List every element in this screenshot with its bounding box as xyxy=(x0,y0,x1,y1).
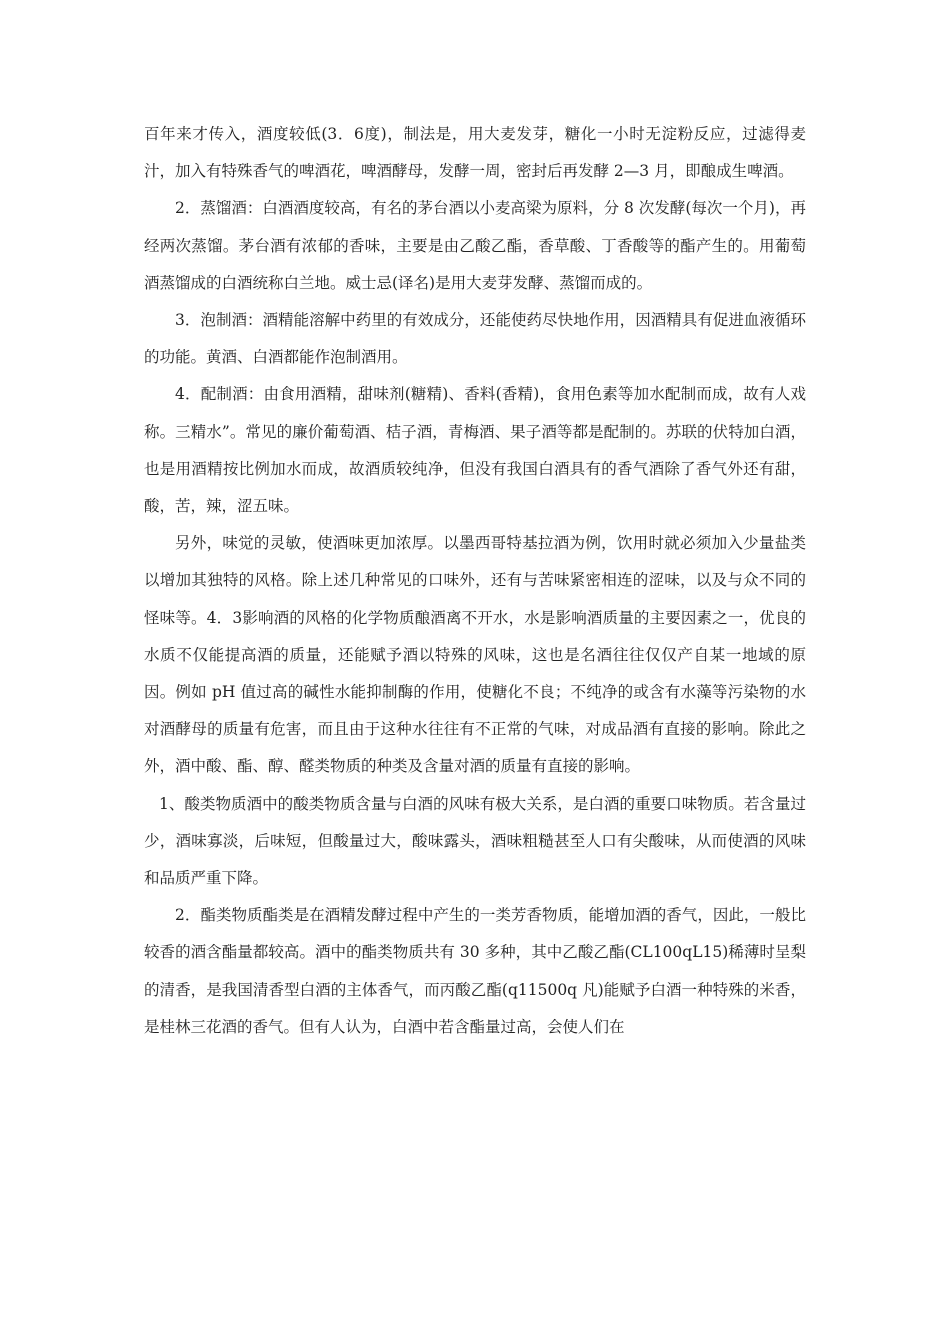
paragraph-acids: 1、酸类物质酒中的酸类物质含量与白酒的风味有极大关系，是白酒的重要口味物质。若含量过少，酒味寡淡，后味短，但酸量过大，酸味露头，酒味粗糙甚至人口有尖酸味，从而使酒的风味和品质严重下降。 xyxy=(144,794,806,888)
paragraph-infused-liquor: 3．泡制酒：酒精能溶解中药里的有效成分，还能使药尽快地作用，因酒精具有促进血液循环的功能。黄酒、白酒都能作泡制酒用。 xyxy=(144,311,806,367)
paragraph-blended-liquor: 4．配制酒：由食用酒精，甜味剂(糖精)、香料(香精)，食用色素等加水配制而成，故有人戏称。三精水”。常见的廉价葡萄酒、桔子酒，青梅酒、果子酒等都是配制的。苏联的伏特加白酒，也是用酒精按比例加水而成，故酒质较纯净，但没有我国白酒具有的香气酒除了香气外还有甜，酸，苦，辣，涩五味。 xyxy=(144,385,806,516)
paragraph-distilled-liquor: 2．蒸馏酒：白酒酒度较高，有名的茅台酒以小麦高梁为原料，分 8 次发酵(每次一个月)，再经两次蒸馏。茅台酒有浓郁的香味，主要是由乙酸乙酯，香草酸、丁香酸等的酯产生的。用葡萄酒蒸馏成的白酒统称白兰地。威士忌(译名)是用大麦芽发酵、蒸馏而成的。 xyxy=(144,199,806,292)
paragraph-beer-continued: 百年来才传入，酒度较低(3．6度)，制法是，用大麦发芽，糖化一小时无淀粉反应，过滤得麦汁，加入有特殊香气的啤酒花，啤酒酵母，发酵一周，密封后再发酵 2—3 月，即酿成生啤酒。 xyxy=(144,125,806,181)
document-body xyxy=(144,116,806,1046)
paragraph-taste-and-water: 另外，味觉的灵敏，使酒味更加浓厚。以墨西哥特基拉酒为例，饮用时就必须加入少量盐类以增加其独特的风格。除上述几种常见的口味外，还有与苦味紧密相连的涩味，以及与众不同的怪味等。4．3影响酒的风格的化学物质酿酒离不开水，水是影响酒质量的主要因素之一，优良的水质不仅能提高酒的质量，还能赋予酒以特殊的风味，这也是名酒往往仅仅产自某一地域的原因。例如 pH 值过高的碱性水能抑制酶的作用，使糖化不良；不纯净的或含有水藻等污染物的水对酒酵母的质量有危害，而且由于这种水往往有不正常的气味，对成品酒有直接的影响。除此之外，酒中酸、酯、醇、醛类物质的种类及含量对酒的质量有直接的影响。 xyxy=(144,534,806,776)
paragraph-esters: 2．酯类物质酯类是在酒精发酵过程中产生的一类芳香物质，能增加酒的香气，因此，一般比较香的酒含酯量都较高。酒中的酯类物质共有 30 多种，其中乙酸乙酯(CL100qL15)稀薄时呈梨的清香，是我国清香型白酒的主体香气，而丙酸乙酯(q11500q 凡)能赋予白酒一种特殊的米香，是桂林三花酒的香气。但有人认为，白酒中若含酯量过高，会使人们在 xyxy=(144,906,806,1036)
